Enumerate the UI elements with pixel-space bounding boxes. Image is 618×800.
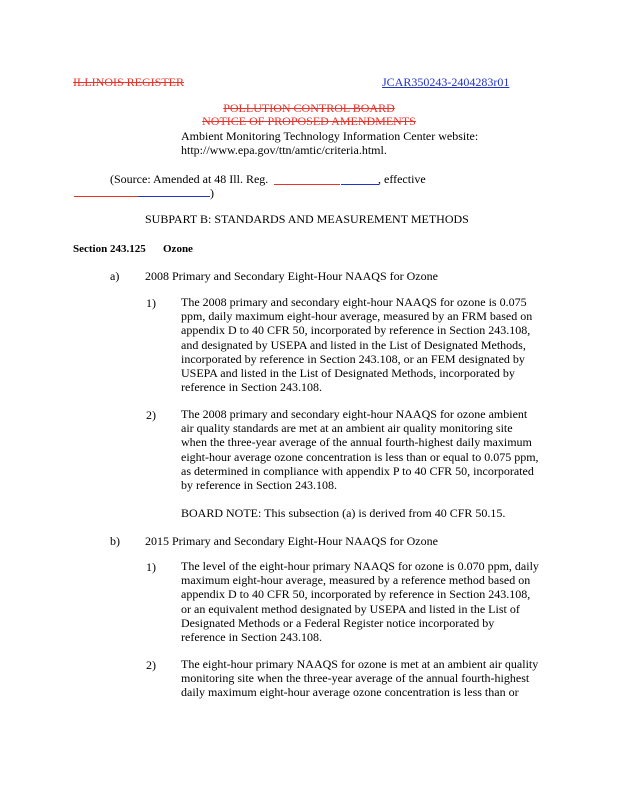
item-a2-line: by reference in Section 243.108.: [181, 478, 337, 493]
item-b2-number: 2): [146, 658, 156, 672]
notice-title: NOTICE OF PROPOSED AMENDMENTS: [202, 114, 416, 128]
item-b2-line: daily maximum eight-hour average ozone concentration is less than or: [181, 685, 519, 700]
item-a1-text: [181, 295, 532, 394]
item-b1-line: The level of the eight-hour primary NAAQS for ozone is 0.070 ppm, daily: [181, 559, 539, 573]
item-b1-line: Designated Methods or a Federal Register notice incorporated by: [181, 615, 495, 630]
section-title: Ozone: [163, 243, 193, 255]
effective-blank-blue: [138, 196, 210, 197]
item-b1-line: reference in Section 243.108.: [181, 630, 322, 645]
register-header: ILLINOIS REGISTER: [73, 75, 184, 89]
item-b1-text: [181, 559, 539, 644]
item-b2-text: [181, 657, 538, 700]
jcar-code[interactable]: JCAR350243-2404283r01: [382, 75, 510, 89]
item-a1-line: The 2008 primary and secondary eight-hour NAAQS for ozone is 0.075: [181, 295, 527, 309]
item-a1-line: appendix D to 40 CFR 50, incorporated by reference in Section 243.108,: [181, 323, 531, 338]
item-a2-line: air quality standards are met at an ambient air quality monitoring site: [181, 421, 513, 436]
item-a1-line: USEPA and listed in the List of Designated Methods, incorporated by: [181, 366, 515, 381]
item-b1-number: 1): [146, 560, 156, 574]
item-b1-line: appendix D to 40 CFR 50, incorporated by reference in Section 243.108,: [181, 587, 531, 602]
subpart-heading: SUBPART B: STANDARDS AND MEASUREMENT METHODS: [145, 212, 469, 226]
item-a2-text: [181, 407, 539, 492]
intro-line-1: Ambient Monitoring Technology Information Center website:: [181, 129, 479, 143]
item-a1-line: reference in Section 243.108.: [181, 380, 322, 395]
source-text: (Source: Amended at 48 Ill. Reg.: [110, 172, 269, 186]
item-a2-line: when the three-year average of the annual fourth-highest daily maximum: [181, 435, 532, 450]
source-blank-blue: [341, 184, 379, 185]
intro-url: http://www.epa.gov/ttn/amtic/criteria.html.: [181, 143, 387, 157]
item-a1-number: 1): [146, 296, 156, 310]
subsection-a-heading: 2008 Primary and Secondary Eight-Hour NAAQS for Ozone: [145, 269, 438, 283]
subsection-b-heading: 2015 Primary and Secondary Eight-Hour NAAQS for Ozone: [145, 534, 438, 548]
item-b1-line: maximum eight-hour average, measured by a reference method based on: [181, 573, 531, 588]
item-a2-line: The 2008 primary and secondary eight-hour NAAQS for ozone ambient: [181, 407, 528, 421]
subsection-b-label: b): [110, 534, 120, 548]
subsection-a-label: a): [110, 269, 120, 283]
item-b2-line: The eight-hour primary NAAQS for ozone is met at an ambient air quality: [181, 657, 539, 671]
item-a2-number: 2): [146, 408, 156, 422]
board-title: POLLUTION CONTROL BOARD: [223, 101, 395, 115]
board-note: BOARD NOTE: This subsection (a) is derived from 40 CFR 50.15.: [181, 506, 506, 520]
source-close: ): [210, 186, 214, 200]
item-a2-line: as determined in compliance with appendix P to 40 CFR 50, incorporated: [181, 463, 534, 478]
effective-blank-red: [74, 196, 138, 197]
source-effective: , effective: [378, 172, 426, 186]
item-a1-line: and designated by USEPA and listed in the List of Designated Methods,: [181, 337, 526, 352]
item-a1-line: ppm, daily maximum eight-hour average, measured by an FRM based on: [181, 309, 533, 324]
section-number: Section 243.125: [73, 243, 146, 255]
item-b2-line: monitoring site when the three-year average of the annual fourth-highest: [181, 671, 530, 686]
item-b1-line: or an equivalent method designated by USEPA and listed in the List of: [181, 601, 520, 616]
source-blank-red: [274, 184, 340, 185]
item-a2-line: eight-hour average ozone concentration is less than or equal to 0.075 ppm,: [181, 449, 539, 464]
item-a1-line: incorporated by reference in Section 243.108, or an FEM designated by: [181, 351, 525, 366]
